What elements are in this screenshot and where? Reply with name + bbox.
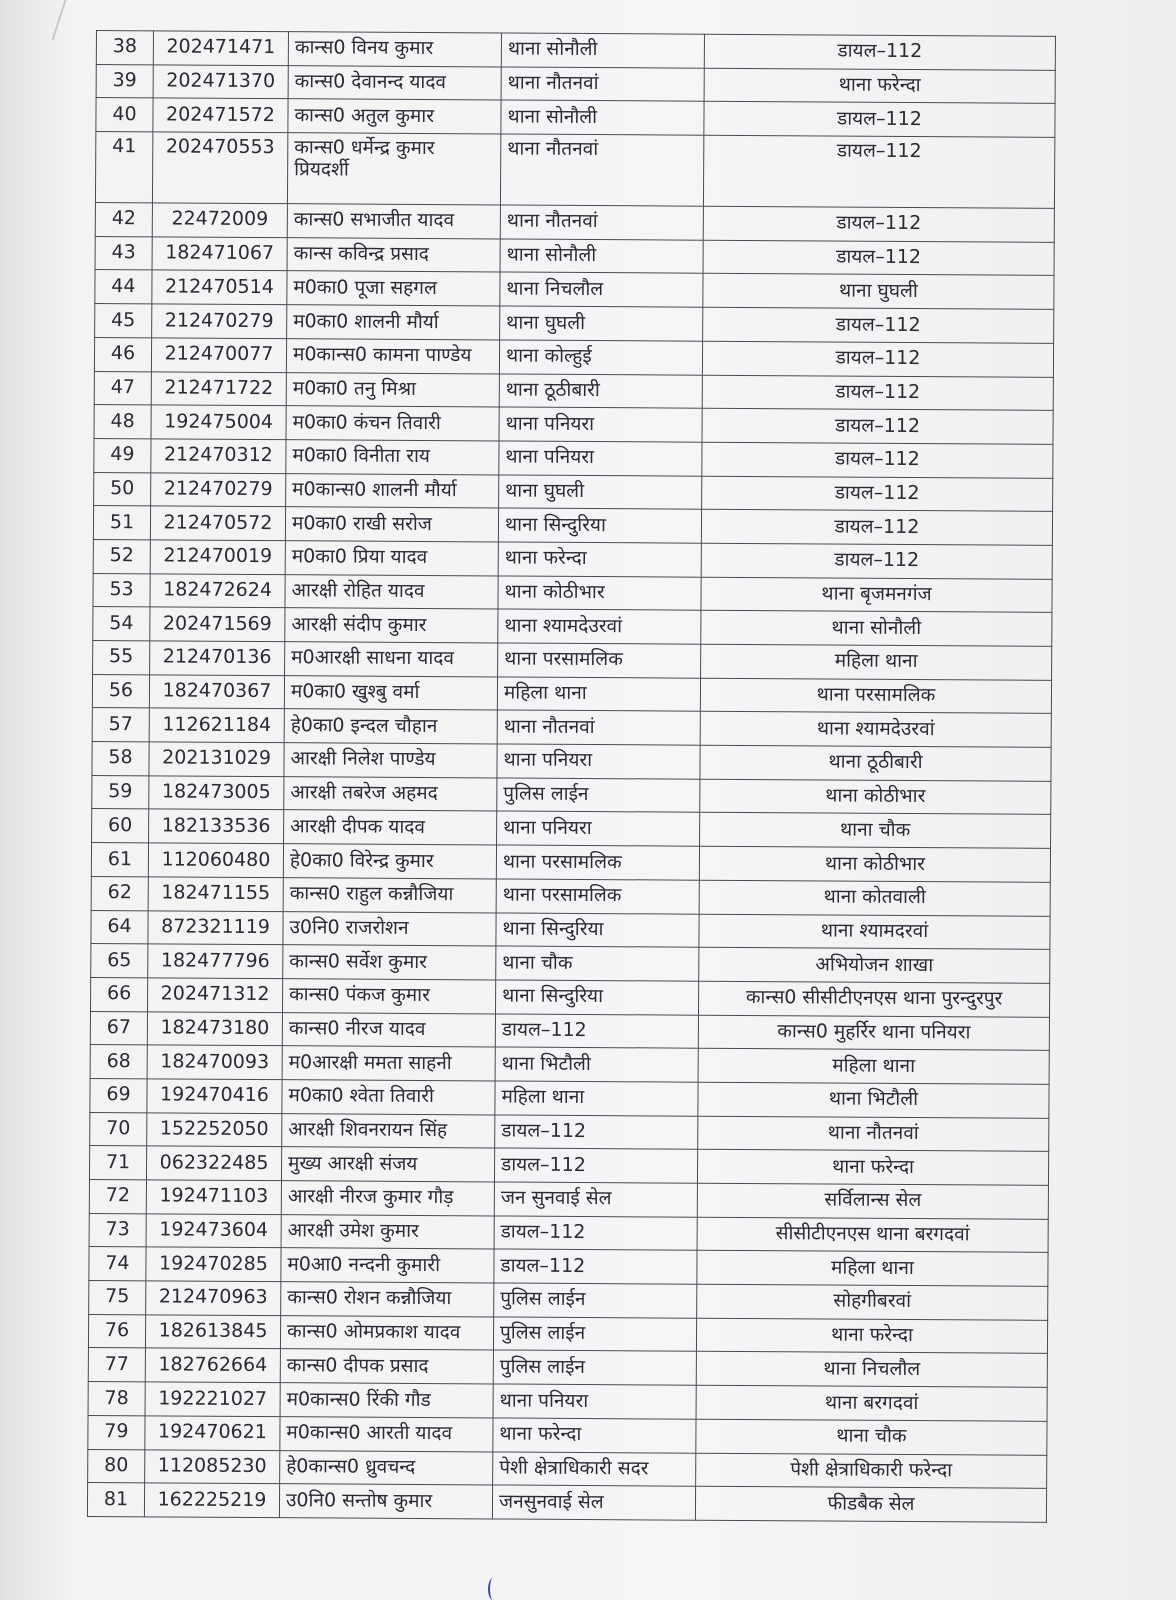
new-posting: थाना चौक bbox=[696, 1419, 1047, 1455]
personnel-number: 202471312 bbox=[148, 978, 283, 1013]
personnel-name: कान्स0 विनय कुमार bbox=[288, 32, 501, 67]
new-posting: डायल–112 bbox=[701, 543, 1052, 579]
serial-number: 38 bbox=[96, 31, 153, 65]
serial-number: 72 bbox=[89, 1179, 146, 1213]
current-posting: थाना घुघली bbox=[499, 475, 702, 510]
personnel-number: 212470963 bbox=[146, 1281, 281, 1316]
new-posting: कान्स0 मुहर्रिर थाना पनियरा bbox=[698, 1015, 1049, 1051]
new-posting: महिला थाना bbox=[698, 1048, 1049, 1084]
new-posting: थाना निचलौल bbox=[696, 1352, 1047, 1388]
personnel-number: 192470621 bbox=[145, 1416, 280, 1451]
serial-number: 77 bbox=[88, 1348, 145, 1382]
current-posting: डायल–112 bbox=[495, 1014, 698, 1049]
new-posting: डायल–112 bbox=[703, 206, 1054, 242]
table-row bbox=[87, 1483, 1046, 1523]
personnel-name: म0आरक्षी ममता साहनी bbox=[282, 1046, 495, 1081]
personnel-number: 182470093 bbox=[147, 1045, 282, 1080]
current-posting: डायल–112 bbox=[494, 1148, 697, 1183]
personnel-name: आरक्षी निलेश पाण्डेय bbox=[284, 743, 497, 778]
new-posting: थाना फरेन्दा bbox=[696, 1318, 1047, 1354]
current-posting: थाना परसामलिक bbox=[496, 879, 699, 914]
personnel-name: कान्स0 दीपक प्रसाद bbox=[280, 1349, 493, 1384]
personnel-name: आरक्षी दीपक यादव bbox=[284, 810, 497, 845]
current-posting: थाना सिन्दुरिया bbox=[496, 912, 699, 947]
personnel-name: आरक्षी संदीप कुमार bbox=[285, 608, 498, 643]
current-posting: महिला थाना bbox=[497, 677, 700, 712]
serial-number: 52 bbox=[93, 539, 150, 573]
personnel-name: कान्स0 सभाजीत यादव bbox=[287, 204, 500, 239]
serial-number: 67 bbox=[90, 1011, 147, 1045]
new-posting: डायल–112 bbox=[704, 34, 1055, 70]
current-posting: डायल–112 bbox=[494, 1216, 697, 1251]
current-posting: थाना भिटौली bbox=[495, 1047, 698, 1082]
serial-number: 71 bbox=[89, 1146, 146, 1180]
personnel-number: 212470279 bbox=[152, 304, 287, 339]
ink-mark bbox=[488, 1578, 498, 1600]
serial-number: 70 bbox=[90, 1112, 147, 1146]
serial-number: 79 bbox=[88, 1415, 145, 1449]
serial-number: 49 bbox=[94, 438, 151, 472]
new-posting: थाना कोतवाली bbox=[699, 880, 1050, 916]
current-posting: पुलिस लाईन bbox=[493, 1317, 696, 1352]
serial-number: 57 bbox=[92, 708, 149, 742]
current-posting: थाना पनियरा bbox=[493, 1384, 696, 1419]
current-posting: थाना ठूठीबारी bbox=[499, 373, 702, 408]
new-posting: थाना घुघली bbox=[703, 274, 1054, 310]
serial-number: 53 bbox=[93, 573, 150, 607]
serial-number: 46 bbox=[94, 337, 151, 371]
personnel-number: 212471722 bbox=[151, 371, 286, 406]
current-posting: पुलिस लाईन bbox=[497, 778, 700, 813]
personnel-name: आरक्षी शिवनरायन सिंह bbox=[282, 1113, 495, 1148]
new-posting: थाना कोठीभार bbox=[700, 779, 1051, 815]
personnel-number: 202471569 bbox=[150, 607, 285, 642]
personnel-name: कान्स0 नीरज यादव bbox=[282, 1012, 495, 1047]
personnel-name: आरक्षी नीरज कुमार गौड़ bbox=[281, 1181, 494, 1216]
personnel-name: कान्स कविन्द्र प्रसाद bbox=[287, 237, 500, 272]
serial-number: 45 bbox=[95, 304, 152, 338]
serial-number: 50 bbox=[94, 472, 151, 506]
personnel-name: उ0नि0 सन्तोष कुमार bbox=[279, 1484, 492, 1519]
personnel-name: म0कान्स0 कामना पाण्डेय bbox=[286, 338, 499, 373]
current-posting: पेशी क्षेत्राधिकारी सदर bbox=[493, 1451, 696, 1486]
new-posting: डायल–112 bbox=[702, 375, 1053, 411]
personnel-name: म0का0 राखी सरोज bbox=[285, 507, 498, 542]
personnel-number: 192470416 bbox=[147, 1079, 282, 1114]
serial-number: 48 bbox=[94, 405, 151, 439]
personnel-number: 192475004 bbox=[151, 405, 286, 440]
personnel-name: आरक्षी उमेश कुमार bbox=[281, 1214, 494, 1249]
serial-number: 74 bbox=[89, 1247, 146, 1281]
personnel-name: कान्स0 अतुल कुमार bbox=[288, 99, 501, 134]
current-posting: जन सुनवाई सेल bbox=[494, 1182, 697, 1217]
personnel-name: मुख्य आरक्षी संजय bbox=[281, 1147, 494, 1182]
personnel-number: 152252050 bbox=[147, 1112, 282, 1147]
serial-number: 61 bbox=[91, 843, 148, 877]
serial-number: 54 bbox=[93, 607, 150, 641]
new-posting: सर्विलान्स सेल bbox=[697, 1183, 1048, 1219]
new-posting: थाना श्यामदरवां bbox=[699, 914, 1050, 950]
new-posting: महिला थाना bbox=[701, 644, 1052, 680]
personnel-number: 212470077 bbox=[151, 338, 286, 373]
personnel-number: 112085230 bbox=[145, 1449, 280, 1484]
new-posting: डायल–112 bbox=[703, 307, 1054, 343]
personnel-number: 212470136 bbox=[150, 641, 285, 676]
current-posting: थाना फरेन्दा bbox=[493, 1418, 696, 1453]
personnel-number: 182473005 bbox=[149, 776, 284, 811]
current-posting: थाना नौतनवां bbox=[500, 134, 703, 206]
personnel-name: कान्स0 सर्वेश कुमार bbox=[283, 945, 496, 980]
new-posting: डायल–112 bbox=[703, 135, 1054, 208]
personnel-name: म0का0 श्वेता तिवारी bbox=[282, 1080, 495, 1115]
personnel-number: 212470312 bbox=[151, 439, 286, 474]
personnel-name: हे0का0 इन्दल चौहान bbox=[284, 709, 497, 744]
serial-number: 80 bbox=[88, 1449, 145, 1483]
current-posting: थाना पनियरा bbox=[497, 811, 700, 846]
current-posting: थाना निचलौल bbox=[500, 272, 703, 307]
personnel-name: हे0कान्स0 ध्रुवचन्द bbox=[280, 1450, 493, 1485]
table-row bbox=[95, 132, 1054, 209]
new-posting: थाना चौक bbox=[700, 813, 1051, 849]
personnel-number: 202471471 bbox=[153, 31, 288, 66]
personnel-name: म0का0 कंचन तिवारी bbox=[286, 406, 499, 441]
serial-number: 66 bbox=[91, 977, 148, 1011]
personnel-number: 162225219 bbox=[144, 1483, 279, 1518]
personnel-number: 182470367 bbox=[149, 675, 284, 710]
new-posting: डायल–112 bbox=[704, 102, 1055, 138]
current-posting: थाना नौतनवां bbox=[500, 205, 703, 240]
personnel-number: 202471370 bbox=[153, 65, 288, 100]
current-posting: डायल–112 bbox=[495, 1115, 698, 1150]
transfer-roster-table bbox=[87, 30, 1056, 1523]
current-posting: थाना पनियरा bbox=[499, 441, 702, 476]
personnel-number: 182133536 bbox=[149, 809, 284, 844]
personnel-number: 182473180 bbox=[147, 1011, 282, 1046]
serial-number: 64 bbox=[91, 910, 148, 944]
new-posting: डायल–112 bbox=[702, 476, 1053, 512]
personnel-name: कान्स0 पंकज कुमार bbox=[283, 979, 496, 1014]
personnel-number: 212470019 bbox=[150, 540, 285, 575]
serial-number: 78 bbox=[88, 1382, 145, 1416]
current-posting: थाना सिन्दुरिया bbox=[498, 508, 701, 543]
personnel-name: म0कान्स0 आरती यादव bbox=[280, 1416, 493, 1451]
personnel-name: कान्स0 देवानन्द यादव bbox=[288, 65, 501, 100]
personnel-name: कान्स0 राहुल कन्नौजिया bbox=[283, 877, 496, 912]
current-posting: थाना सोनौली bbox=[501, 100, 704, 135]
serial-number: 51 bbox=[93, 506, 150, 540]
personnel-number: 192473604 bbox=[146, 1214, 281, 1249]
personnel-name: म0का0 शालनी मौर्या bbox=[287, 305, 500, 340]
personnel-name: म0का0 पूजा सहगल bbox=[287, 271, 500, 306]
serial-number: 59 bbox=[92, 775, 149, 809]
new-posting: महिला थाना bbox=[697, 1251, 1048, 1287]
serial-number: 75 bbox=[89, 1281, 146, 1315]
personnel-number: 212470572 bbox=[150, 506, 285, 541]
current-posting: थाना परसामलिक bbox=[496, 845, 699, 880]
new-posting: सोहगीबरवां bbox=[697, 1284, 1048, 1320]
current-posting: पुलिस लाईन bbox=[494, 1283, 697, 1318]
current-posting: थाना पनियरा bbox=[497, 744, 700, 779]
new-posting: थाना फरेन्दा bbox=[697, 1150, 1048, 1186]
new-posting: थाना भिटौली bbox=[698, 1082, 1049, 1118]
current-posting: थाना श्यामदेउरवां bbox=[498, 609, 701, 644]
new-posting: डायल–112 bbox=[703, 240, 1054, 276]
serial-number: 58 bbox=[92, 742, 149, 776]
serial-number: 65 bbox=[91, 944, 148, 978]
personnel-number: 202471572 bbox=[153, 98, 288, 133]
roster-body bbox=[87, 31, 1055, 1523]
new-posting: डायल–112 bbox=[702, 408, 1053, 444]
new-posting: कान्स0 सीसीटीएनएस थाना पुरन्दुरपुर bbox=[698, 981, 1049, 1017]
serial-number: 42 bbox=[95, 203, 152, 237]
new-posting: पेशी क्षेत्राधिकारी फरेन्दा bbox=[696, 1453, 1047, 1489]
new-posting: थाना नौतनवां bbox=[698, 1116, 1049, 1152]
new-posting: थाना सोनौली bbox=[701, 611, 1052, 647]
new-posting: थाना बृजमनगंज bbox=[701, 577, 1052, 613]
new-posting: थाना श्यामदेउरवां bbox=[700, 712, 1051, 748]
new-posting: थाना बरगदवां bbox=[696, 1385, 1047, 1421]
current-posting: थाना सिन्दुरिया bbox=[495, 980, 698, 1015]
personnel-number: 182477796 bbox=[148, 944, 283, 979]
personnel-number: 182613845 bbox=[145, 1315, 280, 1350]
new-posting: फीडबैक सेल bbox=[695, 1486, 1046, 1522]
new-posting: थाना ठूठीबारी bbox=[700, 745, 1051, 781]
current-posting: थाना फरेन्दा bbox=[498, 542, 701, 577]
personnel-name: म0का0 खुश्बु वर्मा bbox=[284, 675, 497, 710]
personnel-name: कान्स0 ओमप्रकाश यादव bbox=[280, 1315, 493, 1350]
personnel-number: 182762664 bbox=[145, 1348, 280, 1383]
current-posting: थाना नौतनवां bbox=[497, 710, 700, 745]
personnel-name: आरक्षी रोहित यादव bbox=[285, 574, 498, 609]
serial-number: 68 bbox=[90, 1045, 147, 1079]
personnel-name: म0का0 विनीता राय bbox=[286, 440, 499, 475]
current-posting: थाना चौक bbox=[496, 946, 699, 981]
new-posting: थाना कोठीभार bbox=[699, 846, 1050, 882]
serial-number: 73 bbox=[89, 1213, 146, 1247]
current-posting: थाना घुघली bbox=[500, 306, 703, 341]
new-posting: सीसीटीएनएस थाना बरगदवां bbox=[697, 1217, 1048, 1253]
personnel-name: म0कान्स0 रिंकी गौड bbox=[280, 1383, 493, 1418]
current-posting: महिला थाना bbox=[495, 1081, 698, 1116]
personnel-name: उ0नि0 राजरोशन bbox=[283, 911, 496, 946]
serial-number: 39 bbox=[96, 64, 153, 98]
personnel-number: 182471067 bbox=[152, 237, 287, 272]
serial-number: 44 bbox=[95, 270, 152, 304]
current-posting: थाना सोनौली bbox=[500, 239, 703, 274]
personnel-number: 192221027 bbox=[145, 1382, 280, 1417]
current-posting: थाना पनियरा bbox=[499, 407, 702, 442]
personnel-number: 872321119 bbox=[148, 910, 283, 945]
new-posting: थाना फरेन्दा bbox=[704, 68, 1055, 104]
new-posting: डायल–112 bbox=[702, 442, 1053, 478]
personnel-number: 182471155 bbox=[148, 877, 283, 912]
new-posting: डायल–112 bbox=[702, 341, 1053, 377]
current-posting: थाना कोल्हुई bbox=[499, 340, 702, 375]
current-posting: थाना नौतनवां bbox=[501, 67, 704, 102]
personnel-name: म0कान्स0 शालनी मौर्या bbox=[286, 473, 499, 508]
serial-number: 62 bbox=[91, 876, 148, 910]
personnel-number: 22472009 bbox=[152, 203, 287, 238]
personnel-number: 192470285 bbox=[146, 1247, 281, 1282]
serial-number: 41 bbox=[95, 132, 152, 203]
serial-number: 81 bbox=[87, 1483, 144, 1517]
serial-number: 43 bbox=[95, 236, 152, 270]
personnel-number: 192471103 bbox=[146, 1180, 281, 1215]
personnel-name: हे0का0 विरेन्द्र कुमार bbox=[283, 844, 496, 879]
personnel-number: 212470514 bbox=[152, 270, 287, 305]
personnel-number: 182472624 bbox=[150, 573, 285, 608]
serial-number: 60 bbox=[92, 809, 149, 843]
serial-number: 69 bbox=[90, 1078, 147, 1112]
personnel-name: म0का0 तनु मिश्रा bbox=[286, 372, 499, 407]
personnel-number: 202131029 bbox=[149, 742, 284, 777]
personnel-name: म0आरक्षी साधना यादव bbox=[285, 642, 498, 677]
personnel-number: 112621184 bbox=[149, 708, 284, 743]
serial-number: 56 bbox=[92, 674, 149, 708]
personnel-number: 112060480 bbox=[148, 843, 283, 878]
new-posting: अभियोजन शाखा bbox=[699, 947, 1050, 983]
current-posting: डायल–112 bbox=[494, 1249, 697, 1284]
personnel-number: 202470553 bbox=[152, 132, 287, 204]
current-posting: थाना सोनौली bbox=[501, 33, 704, 68]
new-posting: डायल–112 bbox=[701, 509, 1052, 545]
serial-number: 40 bbox=[96, 98, 153, 132]
current-posting: थाना कोठीभार bbox=[498, 576, 701, 611]
personnel-name: कान्स0 धर्मेन्द्र कुमार प्रियदर्शी bbox=[287, 133, 500, 205]
personnel-name: कान्स0 रोशन कन्नौजिया bbox=[281, 1282, 494, 1317]
new-posting: थाना परसामलिक bbox=[700, 678, 1051, 714]
personnel-name: आरक्षी तबरेज अहमद bbox=[284, 776, 497, 811]
personnel-name: म0का0 प्रिया यादव bbox=[285, 541, 498, 576]
personnel-number: 212470279 bbox=[151, 472, 286, 507]
serial-number: 47 bbox=[94, 371, 151, 405]
current-posting: थाना परसामलिक bbox=[498, 643, 701, 678]
serial-number: 76 bbox=[88, 1314, 145, 1348]
serial-number: 55 bbox=[93, 640, 150, 674]
personnel-number: 062322485 bbox=[146, 1146, 281, 1181]
personnel-name: म0आ0 नन्दनी कुमारी bbox=[281, 1248, 494, 1283]
current-posting: पुलिस लाईन bbox=[493, 1350, 696, 1385]
current-posting: जनसुनवाई सेल bbox=[492, 1485, 695, 1520]
